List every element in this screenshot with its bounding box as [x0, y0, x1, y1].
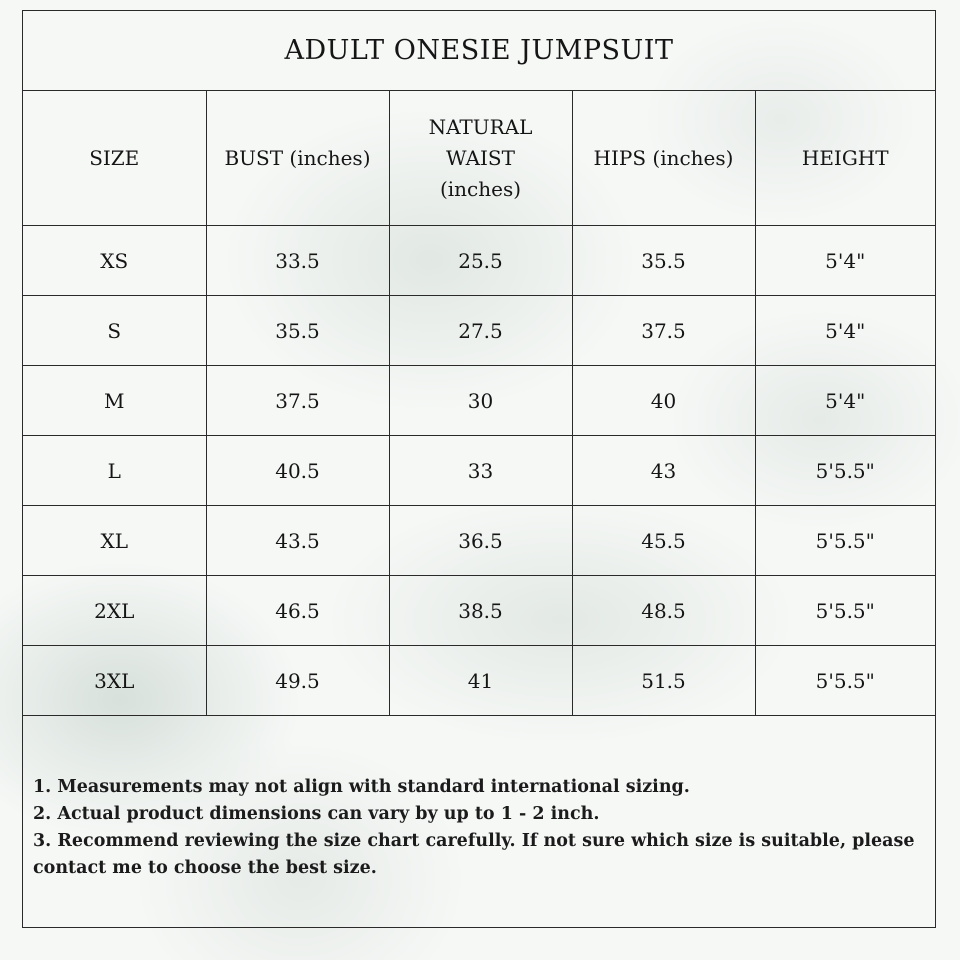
- waist-cell: 30: [389, 366, 572, 436]
- note-item: 1. Measurements may not align with standard international sizing.: [33, 777, 690, 797]
- bust-cell: 40.5: [206, 436, 389, 506]
- hips-cell: 37.5: [572, 296, 755, 366]
- height-cell: 5'4": [755, 296, 935, 366]
- size-cell: L: [23, 436, 206, 506]
- header-height: HEIGHT: [755, 91, 935, 226]
- waist-cell: 33: [389, 436, 572, 506]
- hips-cell: 40: [572, 366, 755, 436]
- notes-section: [33, 774, 923, 882]
- height-cell: 5'5.5": [755, 646, 935, 716]
- bust-cell: 33.5: [206, 226, 389, 296]
- size-cell: S: [23, 296, 206, 366]
- hips-cell: 51.5: [572, 646, 755, 716]
- waist-cell: 25.5: [389, 226, 572, 296]
- height-cell: 5'5.5": [755, 436, 935, 506]
- note-item: 3. Recommend reviewing the size chart carefully. If not sure which size is suitable, please contact me to choose the best size.: [33, 831, 915, 878]
- bust-cell: 35.5: [206, 296, 389, 366]
- size-chart: [22, 10, 936, 928]
- table-row: [23, 436, 935, 506]
- size-cell: M: [23, 366, 206, 436]
- table-row: [23, 506, 935, 576]
- table-row: [23, 296, 935, 366]
- size-table: [23, 91, 935, 716]
- hips-cell: 43: [572, 436, 755, 506]
- bust-cell: 43.5: [206, 506, 389, 576]
- table-row: [23, 646, 935, 716]
- hips-cell: 45.5: [572, 506, 755, 576]
- hips-cell: 48.5: [572, 576, 755, 646]
- height-cell: 5'5.5": [755, 576, 935, 646]
- header-row: [23, 91, 935, 226]
- chart-title: ADULT ONESIE JUMPSUIT: [23, 11, 935, 91]
- table-row: [23, 226, 935, 296]
- size-cell: 3XL: [23, 646, 206, 716]
- note-item: 2. Actual product dimensions can vary by up to 1 - 2 inch.: [33, 804, 600, 824]
- height-cell: 5'5.5": [755, 506, 935, 576]
- header-size: SIZE: [23, 91, 206, 226]
- waist-cell: 38.5: [389, 576, 572, 646]
- header-natural-waist: NATURAL WAIST (inches): [389, 91, 572, 226]
- waist-cell: 41: [389, 646, 572, 716]
- size-cell: XS: [23, 226, 206, 296]
- table-row: [23, 576, 935, 646]
- size-cell: XL: [23, 506, 206, 576]
- bust-cell: 49.5: [206, 646, 389, 716]
- header-bust: BUST (inches): [206, 91, 389, 226]
- waist-cell: 36.5: [389, 506, 572, 576]
- size-cell: 2XL: [23, 576, 206, 646]
- hips-cell: 35.5: [572, 226, 755, 296]
- height-cell: 5'4": [755, 366, 935, 436]
- table-row: [23, 366, 935, 436]
- bust-cell: 46.5: [206, 576, 389, 646]
- height-cell: 5'4": [755, 226, 935, 296]
- header-hips: HIPS (inches): [572, 91, 755, 226]
- bust-cell: 37.5: [206, 366, 389, 436]
- waist-cell: 27.5: [389, 296, 572, 366]
